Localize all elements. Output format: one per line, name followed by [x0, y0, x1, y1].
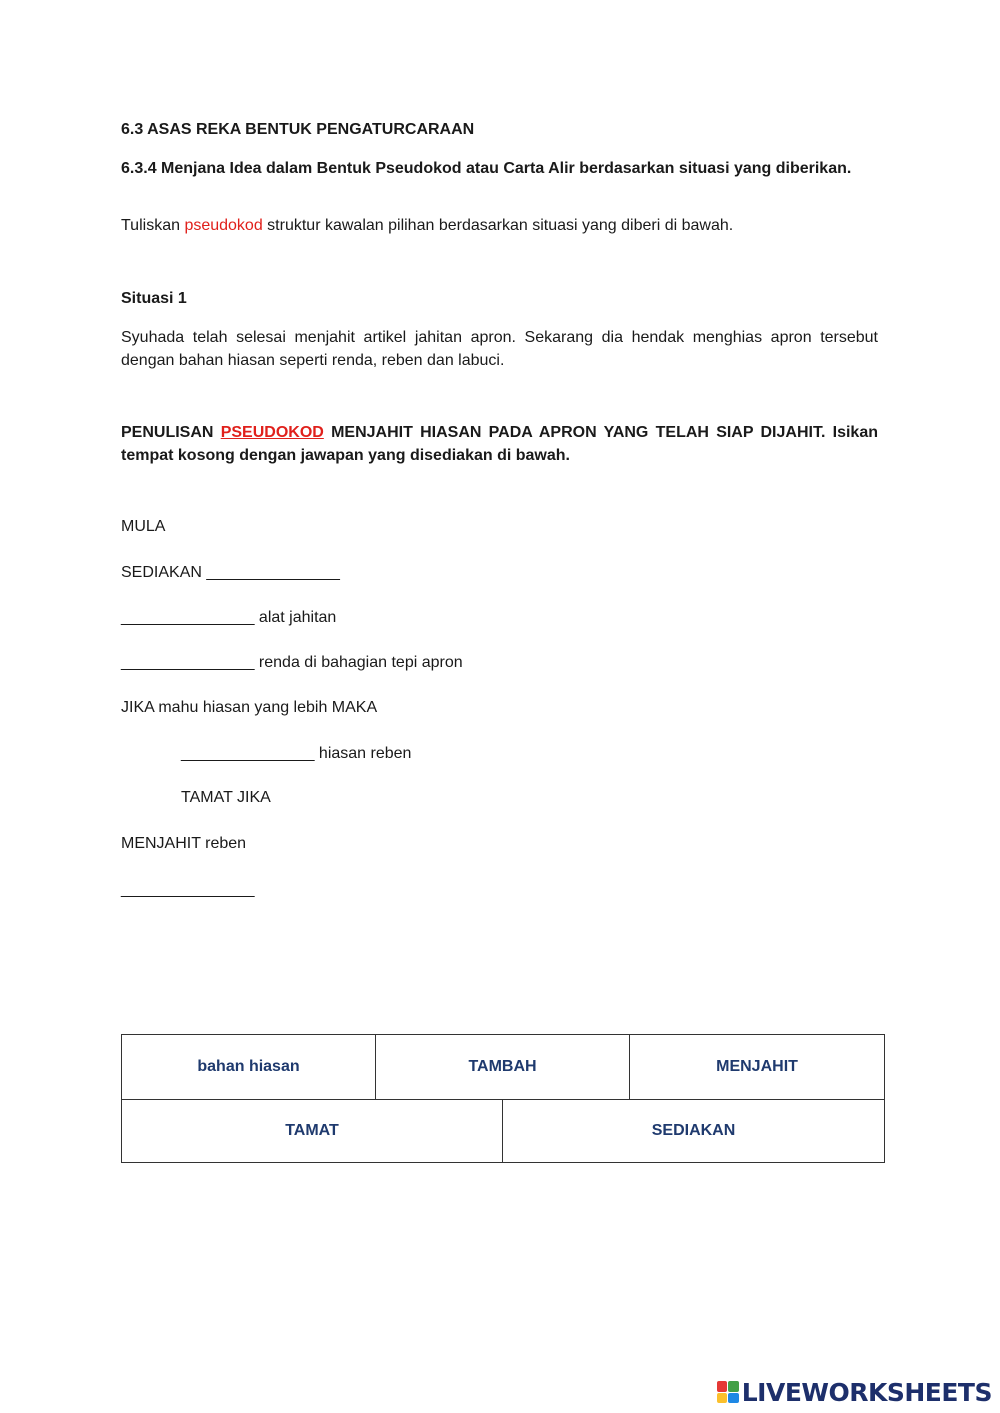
answer-option[interactable]: SEDIAKAN [503, 1100, 885, 1163]
pseudo-line-renda-blank[interactable]: _______________ renda di bahagian tepi apron [121, 654, 463, 671]
pseudo-line-jika: JIKA mahu hiasan yang lebih MAKA [121, 699, 378, 716]
situation-title: Situasi 1 [121, 290, 187, 307]
intro-before: Tuliskan [121, 217, 185, 234]
instruction-keyword: PSEUDOKOD [220, 424, 324, 441]
answer-option[interactable]: TAMBAH [376, 1035, 630, 1100]
subsection-heading: 6.3.4 Menjana Idea dalam Bentuk Pseudokod atau Carta Alir berdasarkan situasi yang diberikan. [121, 160, 852, 177]
liveworksheets-logo [717, 1377, 992, 1407]
pseudo-line-reben-blank[interactable]: _______________ hiasan reben [181, 745, 412, 762]
instruction-before: PENULISAN [121, 424, 221, 441]
answer-bank [121, 1034, 885, 1163]
instruction-text [121, 421, 878, 467]
pseudo-line-final-blank[interactable]: _______________ [121, 881, 255, 898]
answer-option[interactable]: bahan hiasan [122, 1035, 376, 1100]
pseudo-line-tamat-jika: TAMAT JIKA [181, 789, 271, 806]
pseudo-line-sediakan-blank[interactable]: SEDIAKAN _______________ [121, 564, 340, 581]
intro-after: struktur kawalan pilihan berdasarkan situasi yang diberi di bawah. [262, 217, 734, 234]
pseudo-line-menjahit-reben: MENJAHIT reben [121, 835, 247, 852]
intro-text [121, 217, 733, 235]
section-heading: 6.3 ASAS REKA BENTUK PENGATURCARAAN [121, 121, 475, 138]
pseudo-line-mula: MULA [121, 518, 166, 535]
instruction-after: MENJAHIT HIASAN PADA APRON YANG TELAH SIAP DIJAHIT. Isikan tempat kosong dengan jawapan yang disediakan di bawah. [121, 424, 878, 464]
answer-option[interactable]: TAMAT [122, 1100, 503, 1163]
situation-text: Syuhada telah selesai menjahit artikel jahitan apron. Sekarang dia hendak menghias apron tersebut dengan bahan hiasan seperti renda, reben dan labuci. [121, 329, 878, 369]
answer-option[interactable]: MENJAHIT [630, 1035, 885, 1100]
intro-keyword: pseudokod [184, 217, 263, 234]
pseudo-line-alat-jahitan-blank[interactable]: _______________ alat jahitan [121, 609, 337, 626]
logo-text: LIVEWORKSHEETS [741, 1377, 992, 1407]
liveworksheets-logo-icon [717, 1381, 739, 1403]
